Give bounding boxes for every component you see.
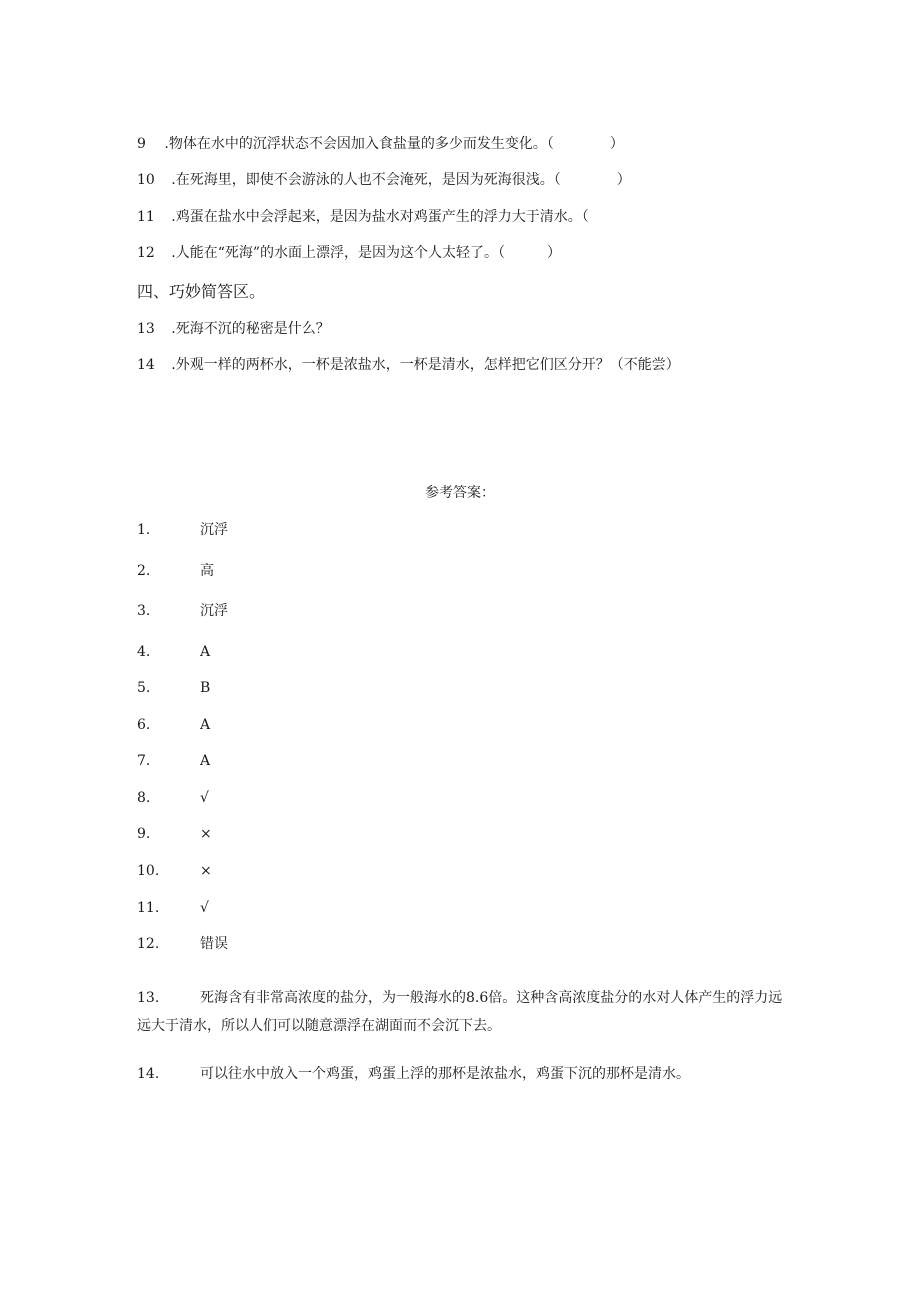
answers-title: 参考答案： <box>425 485 495 501</box>
answer-value: A <box>200 717 211 733</box>
question-number: 11 <box>137 209 155 225</box>
answer-number: 3. <box>137 603 151 619</box>
answer-number: 2. <box>137 563 151 579</box>
section-heading: 四、巧妙简答区。 <box>137 282 266 301</box>
answer-number: 13. <box>137 990 160 1006</box>
answer-value: 错误 <box>200 936 228 952</box>
question-number: 10 <box>137 172 155 188</box>
question-text: .鸡蛋在盐水中会浮起来，是因为盐水对鸡蛋产生的浮力大于清水。（ <box>171 209 589 225</box>
answer-number: 9. <box>137 826 151 842</box>
question-number: 9 <box>137 136 146 152</box>
answer-value: 沉浮 <box>200 522 228 538</box>
answer-value: √ <box>200 790 209 806</box>
question-13 <box>137 319 330 339</box>
question-9 <box>137 134 624 154</box>
question-text: .人能在“死海”的水面上漂浮，是因为这个人太轻了。（ ） <box>171 245 562 261</box>
answer-value: 高 <box>200 563 214 579</box>
answer-value: A <box>200 644 211 660</box>
question-text: .物体在水中的沉浮状态不会因加入食盐量的多少而发生变化。（ ） <box>164 136 624 152</box>
question-11 <box>137 207 589 227</box>
answer-number: 6. <box>137 717 151 733</box>
answer-value: B <box>200 680 211 696</box>
answer-number: 7. <box>137 753 151 769</box>
answer-value: 沉浮 <box>200 603 228 619</box>
question-number: 12 <box>137 245 155 261</box>
answer-value: A <box>200 753 211 769</box>
answer-value: √ <box>200 900 209 916</box>
answer-number: 12. <box>137 936 160 952</box>
question-text: .外观一样的两杯水，一杯是浓盐水，一杯是清水，怎样把它们区分开？（不能尝） <box>171 357 680 373</box>
answer-number: 10. <box>137 863 160 879</box>
question-text: .在死海里，即使不会游泳的人也不会淹死，是因为死海很浅。（ ） <box>171 172 631 188</box>
answer-number: 4. <box>137 644 151 660</box>
answer-value: 可以往水中放入一个鸡蛋，鸡蛋上浮的那杯是浓盐水，鸡蛋下沉的那杯是清水。 <box>200 1066 690 1082</box>
question-14 <box>137 355 680 375</box>
answer-paragraph <box>137 1060 787 1088</box>
question-10 <box>137 170 631 190</box>
question-number: 14 <box>137 357 155 373</box>
answer-number: 8. <box>137 790 151 806</box>
answer-number: 5. <box>137 680 151 696</box>
question-text: .死海不沉的秘密是什么？ <box>171 321 330 337</box>
answer-number: 14. <box>137 1066 160 1082</box>
answer-value: × <box>200 826 212 842</box>
answer-value: 死海含有非常高浓度的盐分，为一般海水的8.6倍。这种含高浓度盐分的水对人体产生的浮力远远大于清水，所以人们可以随意漂浮在湖面而不会沉下去。 <box>137 990 783 1034</box>
question-number: 13 <box>137 321 155 337</box>
answer-number: 1. <box>137 522 151 538</box>
question-12 <box>137 243 561 263</box>
answer-value: × <box>200 863 212 879</box>
answer-number: 11. <box>137 900 160 916</box>
answer-paragraph <box>137 984 787 1040</box>
